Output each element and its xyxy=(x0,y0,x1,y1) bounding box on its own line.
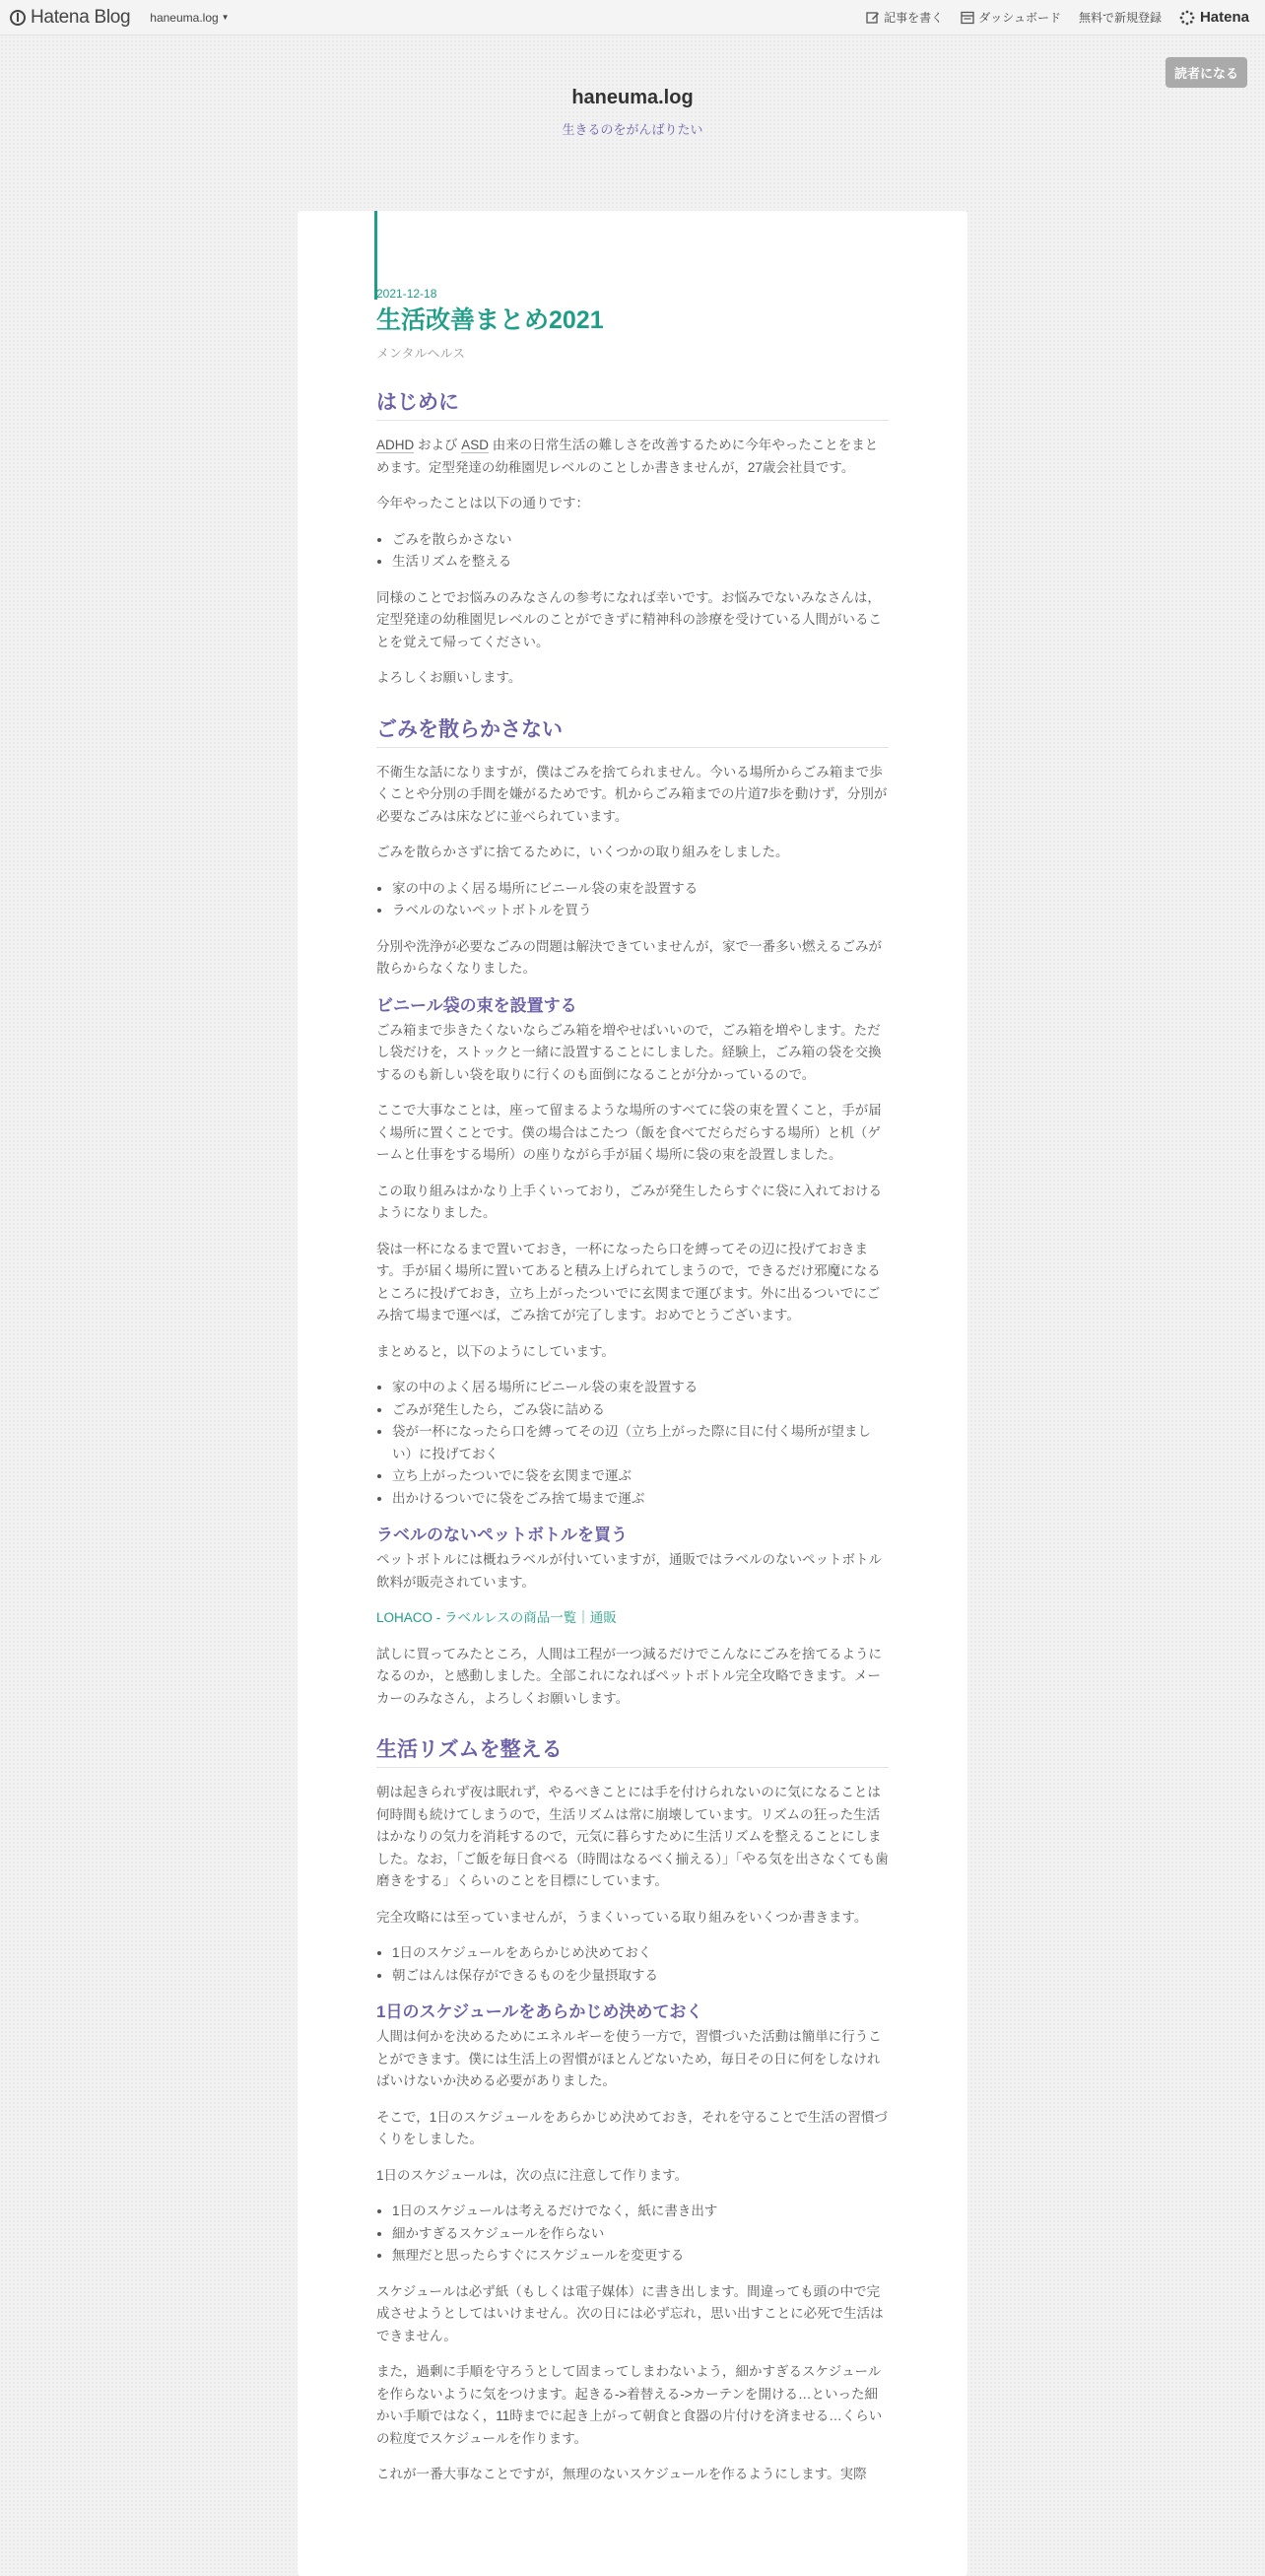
entry-title[interactable]: 生活改善まとめ2021 xyxy=(376,306,604,334)
bullet-list xyxy=(376,2201,889,2268)
blog-switcher[interactable] xyxy=(150,11,229,25)
paragraph: この取り組みはかなり上手くいっており，ごみが発生したらすぐに袋に入れておけるようになりました。 xyxy=(376,1183,882,1220)
list-item: • 出かけるついでに袋をごみ捨て場まで運ぶ xyxy=(392,1488,889,1511)
section-heading-rhythm: 生活リズムを整える xyxy=(376,1735,889,1768)
list-item: • 1日のスケジュールをあらかじめ決めておく xyxy=(392,1942,889,1965)
entry-category[interactable]: メンタルヘルス xyxy=(376,346,466,361)
hatena-blog-logo-icon xyxy=(10,10,26,26)
dashboard-link[interactable] xyxy=(961,9,1061,26)
list-item: • 立ち上がったついでに袋を玄関まで運ぶ xyxy=(392,1465,889,1488)
paragraph: ペットボトルには概ねラベルが付いていますが，通販ではラベルのないペットボトル飲料が販売されています。 xyxy=(376,1552,882,1590)
bullet-list xyxy=(376,529,889,574)
subsection-heading-bags: ビニール袋の束を設置する xyxy=(376,995,577,1015)
logo-text: Hatena Blog xyxy=(31,6,131,28)
subsection-heading-bottles: ラベルのないペットボトルを買う xyxy=(376,1525,628,1544)
section-heading-garbage: ごみを散らかさない xyxy=(376,715,889,748)
list-item: • 生活リズムを整える xyxy=(392,551,889,574)
write-entry-link[interactable] xyxy=(866,9,943,26)
paragraph: ごみ箱まで歩きたくないならごみ箱を増やせばいいので，ごみ箱を増やします。ただし袋だけを，ストックと一緒に設置することにしました。経験上，ごみ箱の袋を交換するのも新しい袋を取りに行くのも面倒になることが分かっているので。 xyxy=(376,1022,882,1082)
paragraph: 人間は何かを決めるためにエネルギーを使う一方で，習慣づいた活動は簡単に行うことができます。僕には生活上の習慣がほとんどないため，毎日その日に何をしなければいけないか決める必要がありました。 xyxy=(376,2029,882,2088)
list-item: • ごみが発生したら，ごみ袋に詰める xyxy=(392,1399,889,1422)
paragraph: そこで，1日のスケジュールをあらかじめ決めておき，それを守ることで生活の習慣づくりをしました。 xyxy=(376,2109,888,2146)
subscribe-button[interactable]: 読者になる xyxy=(1165,57,1247,88)
bullet-list xyxy=(376,878,889,922)
paragraph: 今年やったことは以下の通りです： xyxy=(376,496,589,510)
paragraph: また，過剰に手順を守ろうとして固まってしまわないよう，細かすぎるスケジュールを作らないように気をつけます。起きる->着替える->カーテンを開ける…といった細かい手順ではなく，11時までに起き上がって朝食と食器の片付けを済ませる…くらいの粒度でスケジュールを作ります。 xyxy=(376,2364,883,2446)
list-item: • 細かすぎるスケジュールを作らない xyxy=(392,2223,889,2246)
paragraph xyxy=(376,435,889,479)
signup-label: 無料で新規登録 xyxy=(1078,11,1162,25)
caret-down-icon: ▼ xyxy=(221,13,230,22)
paragraph: スケジュールは必ず紙（もしくは電子媒体）に書き出します。間違っても頭の中で完成させようとしてはいけません。次の日には必ず忘れ，思い出すことに必死で生活はできません。 xyxy=(376,2283,884,2343)
paragraph: 同様のことでお悩みのみなさんの参考になれば幸いです。お悩みでないみなさんは，定型発達の幼稚園児レベルのことができずに精神科の診療を受けている人間がいることを覚えて帰ってください。 xyxy=(376,589,882,649)
paragraph: 袋は一杯になるまで置いておき，一杯になったら口を縛ってその辺に投げておきます。手が届く場所に置いてあると積み上げられてしまうので，できるだけ邪魔になるところに投げておき，立ち上がったついでに玄関まで運びます。外に出るついでにごみ捨て場まで運べば，ごみ捨てが完了します。おめでとうございます。 xyxy=(376,1241,881,1322)
paragraph: 1日のスケジュールは，次の点に注意して作ります。 xyxy=(376,2167,689,2183)
header-actions xyxy=(848,0,1265,35)
blog-description: 生きるのをがんばりたい xyxy=(562,122,703,137)
write-entry-label: 記事を書く xyxy=(884,11,944,25)
paragraph: 分別や洗浄が必要なごみの問題は解決できていませんが，家で一番多い燃えるごみが散らからなくなりました。 xyxy=(376,938,882,976)
keyword-link-adhd[interactable]: ADHD xyxy=(376,438,415,452)
section-heading-intro: はじめに xyxy=(376,388,889,421)
paragraph: 試しに買ってみたところ，人間は工程が一つ減るだけでこんなにごみを捨てるようになるのか，と感動しました。全部これになればペットボトル完全攻略できます。メーカーのみなさん，よろしくお願いします。 xyxy=(376,1646,882,1706)
paragraph: 朝は起きられず夜は眠れず，やるべきことには手を付けられないのに気になることは何時間も続けてしまうので，生活リズムは常に崩壊しています。リズムの狂った生活はかなりの気力を消耗するので，元気に暮らすために生活リズムを整えることにしました。なお，「ご飯を毎日食べる（時間はなるべく揃える）」「やる気を出さなくても歯磨きをする」くらいのことを目標にしています。 xyxy=(376,1785,889,1888)
list-item: • 家の中のよく居る場所にビニール袋の束を設置する xyxy=(392,878,889,901)
hatena-menu[interactable] xyxy=(1179,9,1249,26)
paragraph xyxy=(376,1607,889,1630)
bullet-list xyxy=(376,1942,889,1987)
global-header xyxy=(0,0,1265,35)
paragraph: 不衛生な話になりますが，僕はごみを捨てられません。今いる場所からごみ箱まで歩くことや分別の手間を嫌がるためです。机からごみ箱までの片道7歩を動けず，分別が必要なごみは床などに並べられています。 xyxy=(376,764,888,824)
subsection-heading-schedule: 1日のスケジュールをあらかじめ決めておく xyxy=(376,2002,703,2021)
paragraph: 完全攻略には至っていませんが，うまくいっている取り組みをいくつか書きます。 xyxy=(376,1909,868,1925)
hatena-label: Hatena xyxy=(1199,9,1249,26)
paragraph: よろしくお願いします。 xyxy=(376,670,522,685)
paragraph: ここで大事なことは，座って留まるような場所のすべてに袋の束を置くこと，手が届く場所に置くことです。僕の場合はこたつ（飯を食べてだらだらする場所）と机（ゲームと仕事をする場所）の座りながら手が届く場所に袋の束を設置しました。 xyxy=(376,1103,882,1162)
dashboard-label: ダッシュボード xyxy=(978,11,1061,25)
list-item: • ごみを散らかさない xyxy=(392,529,889,552)
hatena-blog-logo[interactable] xyxy=(10,7,130,29)
signup-link[interactable] xyxy=(1079,9,1162,26)
bullet-list xyxy=(376,1377,889,1510)
paragraph: これが一番大事なことですが，無理のないスケジュールを作るようにします。実際 xyxy=(376,2467,867,2481)
hatena-dots-icon xyxy=(1179,10,1195,26)
pencil-icon xyxy=(866,11,880,25)
list-item: • 1日のスケジュールは考えるだけでなく，紙に書き出す xyxy=(392,2201,889,2223)
entry-date[interactable]: 2021-12-18 xyxy=(376,287,437,301)
dashboard-icon xyxy=(961,11,974,25)
blog-title[interactable]: haneuma.log xyxy=(571,87,694,108)
text: 由来の日常生活の難しさを改善するために今年やったことをまとめます。定型発達の幼稚園児レベルのことしか書きませんが，27歳会社員です。 xyxy=(376,438,879,475)
paragraph: まとめると，以下のようにしています。 xyxy=(376,1343,615,1359)
text: および xyxy=(414,438,462,452)
list-item: • 袋が一杯になったら口を縛ってその辺（立ち上がった際に目に付く場所が望ましい）に投げておく xyxy=(392,1421,889,1465)
lohaco-link[interactable]: LOHACO - ラベルレスの商品一覧｜通販 xyxy=(376,1610,617,1625)
blog-switcher-label: haneuma.log xyxy=(150,10,219,25)
list-item: • 無理だと思ったらすぐにスケジュールを変更する xyxy=(392,2245,889,2268)
list-item: • ラベルのないペットボトルを買う xyxy=(392,900,889,922)
entry-article xyxy=(376,286,889,2500)
list-item: • 家の中のよく居る場所にビニール袋の束を設置する xyxy=(392,1377,889,1399)
list-item: • 朝ごはんは保存ができるものを少量摂取する xyxy=(392,1965,889,1988)
keyword-link-asd[interactable]: ASD xyxy=(461,438,490,452)
paragraph: ごみを散らかさずに捨てるために，いくつかの取り組みをしました。 xyxy=(376,845,789,859)
